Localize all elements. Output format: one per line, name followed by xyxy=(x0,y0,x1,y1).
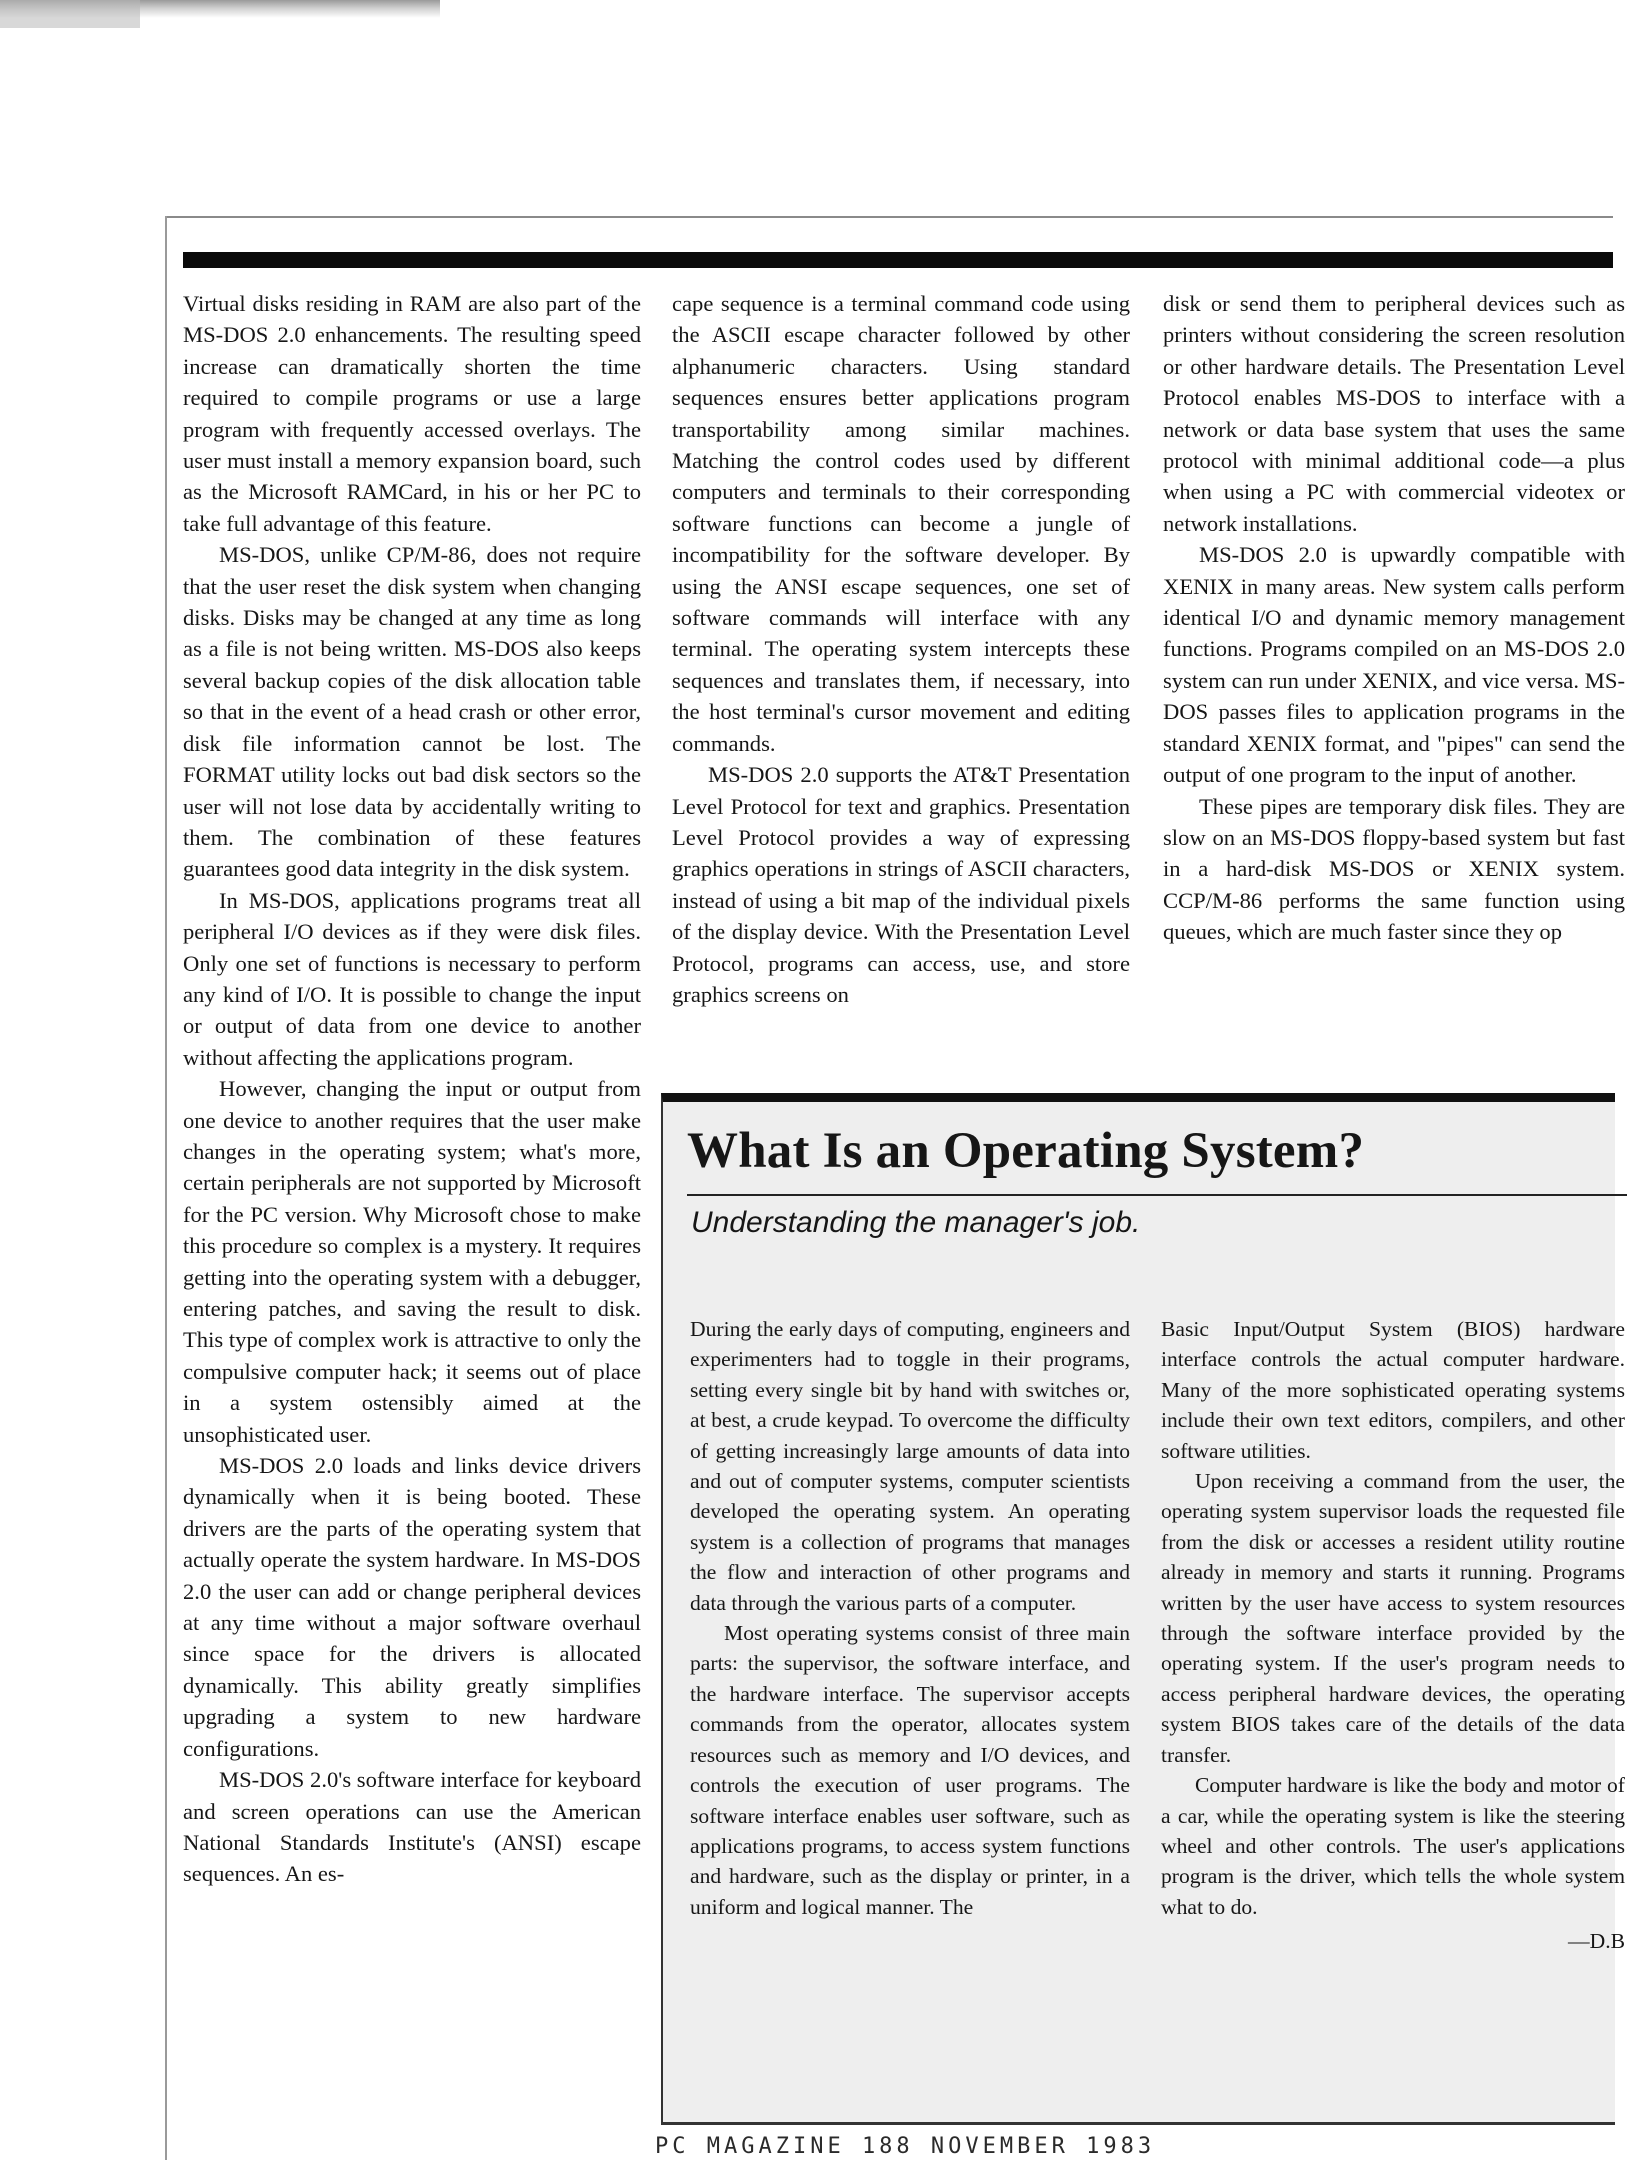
paragraph: Basic Input/Output System (BIOS) hardware interface controls the actual computer hardware. Many of the more sophisticated operating systems include their own text editors, compilers, and other software utilities. xyxy=(1161,1317,1625,1463)
paragraph: Most operating systems consist of three main parts: the supervisor, the software interface, and the hardware interface. The supervisor accepts commands from the operator, allocates system resources such as memory and I/O devices, and controls the execution of user programs. The software interface enables user software, such as applications programs, to access system functions and hardware, such as the display or printer, in a uniform and logical manner. The xyxy=(690,1621,1130,1919)
paragraph: MS-DOS 2.0 is upwardly compatible with XENIX in many areas. New system calls perform identical I/O and dynamic memory management functions. Programs compiled on an MS-DOS 2.0 system can run under XENIX, and vice versa. MS-DOS passes files to application programs in the standard XENIX format, and "pipes" can send the output of one program to the input of another. xyxy=(1163,542,1625,788)
sidebar-title: What Is an Operating System? xyxy=(687,1123,1365,1179)
sidebar-title-rule xyxy=(687,1194,1627,1196)
sidebar-signature: —D.B xyxy=(1568,1929,1625,1954)
paragraph: Virtual disks residing in RAM are also part of the MS-DOS 2.0 enhancements. The resulting speed increase can dramatically shorten the time required to compile programs or use a large program with frequently accessed overlays. The user must install a memory expansion board, such as the Microsoft RAMCard, in his or her PC to take full advantage of this feature. xyxy=(183,291,641,536)
paragraph: However, changing the input or output from one device to another requires that the user make changes in the operating system; what's more, certain peripherals are not supported by Microsoft for the PC version. Why Microsoft chose to make this procedure so complex is a mystery. It requires getting into the operating system with a debugger, entering patches, and saving the result to disk. This type of complex work is attractive to only the compulsive computer hack; it seems out of place in a system ostensibly aimed at the unsophisticated user. xyxy=(183,1076,641,1447)
page-frame-left xyxy=(165,216,167,2160)
article-left-column xyxy=(183,288,641,2088)
sidebar-box xyxy=(661,1093,1625,2125)
page-footer: PC MAGAZINE 188 NOVEMBER 1983 xyxy=(655,2134,1156,2159)
paragraph: Upon receiving a command from the user, the operating system supervisor loads the requested file from the disk or accesses a resident utility routine already in memory and starts it running. Programs written by the user have access to system resources through the software interface provided by the operating system. If the user's program needs to access peripheral hardware devices, the operating system BIOS takes care of the details of the data transfer. xyxy=(1161,1469,1625,1767)
paragraph: During the early days of computing, engineers and experimenters had to toggle in their programs, setting every single bit by hand with switches or, at best, a crude keypad. To overcome the difficulty of getting increasingly large amounts of data into and out of computer systems, computer scientists developed the operating system. An operating system is a collection of programs that manages the flow and interaction of other programs and data through the various parts of a computer. xyxy=(690,1317,1130,1615)
sidebar-left-column xyxy=(690,1314,1130,1922)
paragraph: These pipes are temporary disk files. They are slow on an MS-DOS floppy-based system but fast in a hard-disk MS-DOS or XENIX system. CCP/M-86 performs the same function using queues, which are much faster since they op xyxy=(1163,793,1625,945)
article-middle-column xyxy=(672,288,1130,1093)
scan-edge-shadow-dark xyxy=(0,0,140,28)
paragraph: In MS-DOS, applications programs treat all peripheral I/O devices as if they were disk files. Only one set of functions is necessary to perform any kind of I/O. It is possible to change the input or output of data from one device to another without affecting the applications program. xyxy=(183,887,641,1070)
header-rule xyxy=(183,252,1613,268)
paragraph: disk or send them to peripheral devices such as printers without considering the screen resolution or other hardware details. The Presentation Level Protocol enables MS-DOS to interface with a network or data base system that uses the same protocol with minimal additional code—a plus when using a PC with commercial videotex or network installations. xyxy=(1163,291,1625,536)
article-right-column xyxy=(1163,288,1625,1093)
paragraph: MS-DOS 2.0 loads and links device drivers dynamically when it is being booted. These drivers are the parts of the operating system that actually operate the system hardware. In MS-DOS 2.0 the user can add or change peripheral devices at any time without a major software overhaul since space for the drivers is allocated dynamically. This ability greatly simplifies upgrading a system to new hardware configurations. xyxy=(183,1453,641,1761)
sidebar-right-column xyxy=(1161,1314,1625,1957)
paragraph: MS-DOS, unlike CP/M-86, does not require that the user reset the disk system when changing disks. Disks may be changed at any time as long as a file is not being written. MS-DOS also keeps several backup copies of the disk allocation table so that in the event of a head crash or other error, disk file information cannot be lost. The FORMAT utility locks out bad disk sectors so the user will not lose data by accidentally writing to them. The combination of these features guarantees good data integrity in the disk system. xyxy=(183,542,641,882)
paragraph: MS-DOS 2.0 supports the AT&T Presentation Level Protocol for text and graphics. Presentation Level Protocol provides a way of expressing graphics operations in strings of ASCII characters, instead of using a bit map of the individual pixels of the display device. With the Presentation Level Protocol, programs can access, use, and store graphics screens on xyxy=(672,762,1130,1007)
page-frame-top xyxy=(165,216,1613,218)
paragraph: Computer hardware is like the body and motor of a car, while the operating system is like the steering wheel and other controls. The user's applications program is the driver, which tells the whole system what to do. xyxy=(1161,1773,1625,1919)
paragraph: cape sequence is a terminal command code using the ASCII escape character followed by other alphanumeric characters. Using standard sequences ensures better applications program transportability among similar machines. Matching the control codes used by different computers and terminals to their corresponding software functions can become a jungle of incompatibility for the software developer. By using the ANSI escape sequences, one set of software commands will interface with any terminal. The operating system intercepts these sequences and translates them, if necessary, into the host terminal's cursor movement and editing commands. xyxy=(672,291,1130,756)
sidebar-subtitle: Understanding the manager's job. xyxy=(691,1206,1141,1239)
paragraph: MS-DOS 2.0's software interface for keyboard and screen operations can use the American National Standards Institute's (ANSI) escape sequences. An es- xyxy=(183,1767,641,1887)
